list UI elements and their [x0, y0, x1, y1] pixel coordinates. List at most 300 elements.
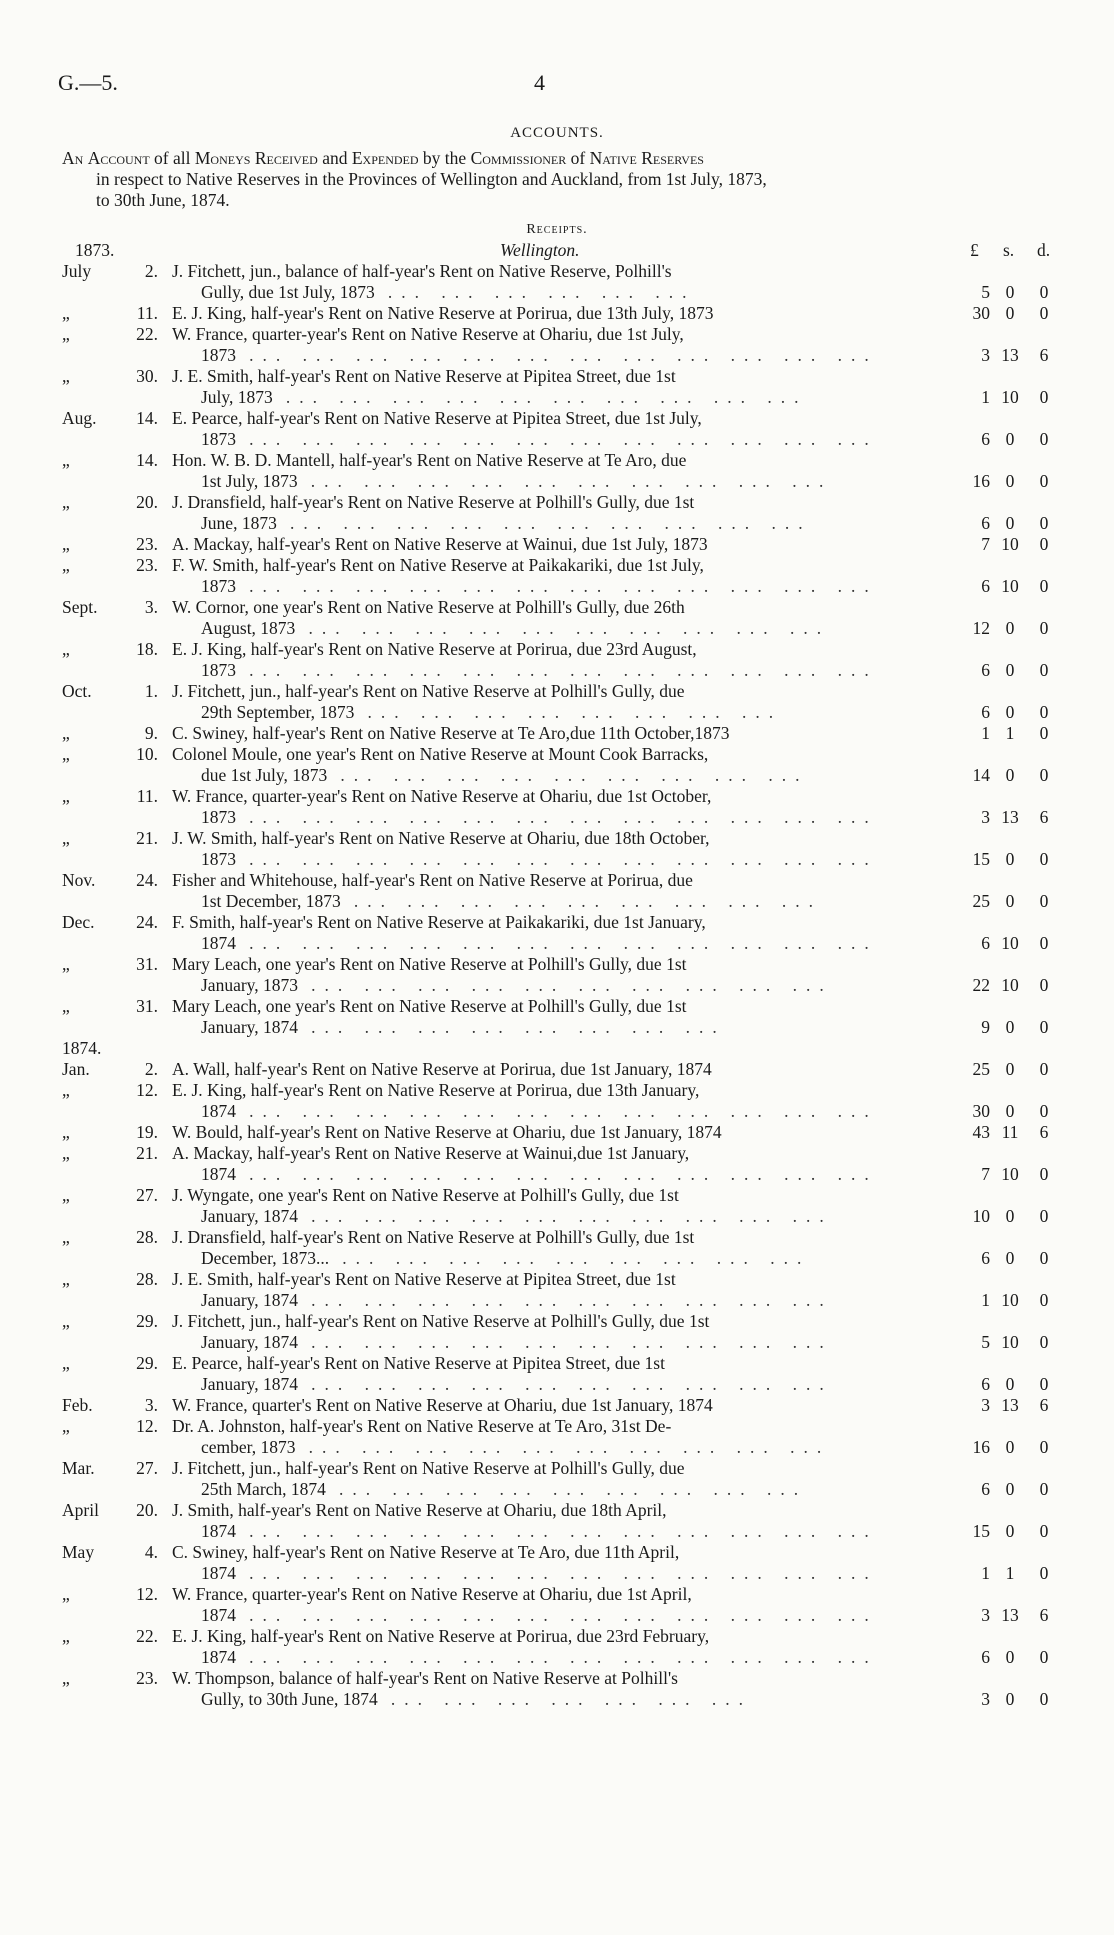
receipt-entry	[0, 1143, 1114, 1185]
receipts-heading: Receipts.	[526, 222, 588, 237]
entry-continuation	[172, 282, 922, 303]
amount-pounds: 22	[972, 975, 990, 995]
amount-pounds: 5	[981, 1332, 990, 1352]
amount-pence: 0	[1039, 1206, 1049, 1226]
entry-description	[172, 324, 922, 366]
entry-month: Oct.	[62, 681, 92, 701]
amount-pounds: 16	[972, 471, 990, 491]
amount-pounds: 3	[981, 345, 990, 365]
amount-pounds: 25	[972, 891, 990, 911]
amount-pounds: 25	[972, 1059, 990, 1079]
amount-shillings: 13	[1001, 1395, 1019, 1415]
intro-native-reserves: Native Reserves	[589, 148, 704, 168]
receipt-entry	[0, 324, 1114, 366]
amount-pounds: 6	[981, 1479, 990, 1499]
amount-pounds: 6	[981, 933, 990, 953]
dot-leader: ... ... ... ... ... ... ... ... ... ... ... ...	[249, 576, 878, 596]
entry-continuation-text: July, 1873	[201, 387, 273, 407]
entry-text: J. Smith, half-year's Rent on Native Reserve at Ohariu, due 18th April,	[172, 1500, 667, 1520]
entry-continuation-text: 1874	[201, 1605, 236, 1625]
entry-description	[172, 954, 922, 996]
amount-pence: 0	[1039, 387, 1049, 407]
amount-shillings: 0	[1005, 849, 1015, 869]
amount-shillings: 0	[1005, 702, 1015, 722]
amount-shillings: 0	[1005, 1206, 1015, 1226]
amount-shillings: 10	[1001, 1164, 1019, 1184]
amount-shillings: 10	[1001, 534, 1019, 554]
amount-pence: 6	[1039, 1395, 1049, 1415]
receipt-entry	[0, 1584, 1114, 1626]
dot-leader: ... ... ... ... ... ... ... ... ... ...	[308, 1437, 831, 1457]
entry-description	[172, 1080, 922, 1122]
amount-pence: 0	[1039, 891, 1049, 911]
amount-pence: 0	[1039, 1059, 1049, 1079]
amount-pence: 0	[1039, 1374, 1049, 1394]
amount-pence: 0	[1039, 282, 1049, 302]
dot-leader: ... ... ... ... ... ... ... ... ... ...	[308, 618, 831, 638]
entry-description	[172, 723, 922, 744]
receipts-list	[0, 261, 1114, 1710]
amount-pounds: 14	[972, 765, 990, 785]
entry-continuation	[172, 1563, 922, 1584]
entry-continuation	[172, 1521, 922, 1542]
entry-continuation	[172, 975, 922, 996]
entry-continuation	[172, 1101, 922, 1122]
entry-text: E. J. King, half-year's Rent on Native Reserve at Porirua, due 13th January,	[172, 1080, 700, 1100]
entry-text: Mary Leach, one year's Rent on Native Reserve at Polhill's Gully, due 1st	[172, 996, 687, 1016]
entry-month: Mar.	[62, 1458, 95, 1478]
entry-month: „	[62, 1227, 70, 1247]
amount-shillings: 0	[1005, 303, 1015, 323]
amount-shillings: 0	[1005, 471, 1015, 491]
entry-description	[172, 1416, 922, 1458]
amount-pence: 0	[1039, 534, 1049, 554]
dot-leader: ... ... ... ... ... ... ... ... ... ...	[289, 513, 812, 533]
amount-pounds: 15	[972, 1521, 990, 1541]
amount-pounds: 1	[981, 387, 990, 407]
entry-description	[172, 870, 922, 912]
amount-pence: 0	[1039, 1689, 1049, 1709]
amount-pounds: 6	[981, 513, 990, 533]
entry-description	[172, 492, 922, 534]
entry-text: E. J. King, half-year's Rent on Native Reserve at Porirua, due 13th July, 1873	[172, 303, 714, 323]
amount-pounds: 9	[981, 1017, 990, 1037]
entry-month: April	[62, 1500, 99, 1520]
entry-continuation	[172, 471, 922, 492]
amount-pence: 0	[1039, 1521, 1049, 1541]
entry-day: 2.	[144, 261, 158, 281]
amount-shillings: 10	[1001, 387, 1019, 407]
entry-month: „	[62, 1416, 70, 1436]
entry-day: 31.	[136, 954, 158, 974]
amount-pence: 0	[1039, 849, 1049, 869]
amount-pence: 0	[1039, 471, 1049, 491]
amount-pence: 0	[1039, 1437, 1049, 1457]
entry-continuation-text: 1st July, 1873	[201, 471, 298, 491]
dot-leader: ... ... ... ... ... ... ... ... ... ... ... ...	[249, 429, 878, 449]
amount-shillings: 0	[1005, 1248, 1015, 1268]
entry-continuation	[172, 1206, 922, 1227]
amount-shillings: 0	[1005, 618, 1015, 638]
receipt-entry	[0, 1080, 1114, 1122]
amount-shillings: 0	[1005, 891, 1015, 911]
shillings-heading: s.	[1003, 240, 1015, 260]
entry-text: J. E. Smith, half-year's Rent on Native Reserve at Pipitea Street, due 1st	[172, 1269, 676, 1289]
receipt-entry	[0, 408, 1114, 450]
intro-account: Account	[87, 148, 150, 168]
entry-day: 11.	[136, 303, 158, 323]
intro-text-2: and	[317, 148, 352, 168]
entry-continuation	[172, 1437, 922, 1458]
amount-pence: 6	[1039, 345, 1049, 365]
entry-continuation-text: 1st December, 1873	[201, 891, 341, 911]
entry-day: 12.	[136, 1584, 158, 1604]
entry-text: W. France, quarter-year's Rent on Native Reserve at Ohariu, due 1st July,	[172, 324, 684, 344]
region-heading: Wellington.	[500, 240, 580, 260]
entry-day: 28.	[136, 1269, 158, 1289]
entry-continuation-text: 1873	[201, 576, 236, 596]
entry-description	[172, 1458, 922, 1500]
amount-pence: 0	[1039, 513, 1049, 533]
receipt-entry	[0, 996, 1114, 1038]
amount-pence: 0	[1039, 429, 1049, 449]
entry-description	[172, 1311, 922, 1353]
entry-description	[172, 1059, 922, 1080]
entry-continuation	[172, 618, 922, 639]
amount-pence: 0	[1039, 576, 1049, 596]
receipt-entry	[0, 1311, 1114, 1353]
entry-text: A. Mackay, half-year's Rent on Native Reserve at Wainui,due 1st January,	[172, 1143, 690, 1163]
amount-pence: 0	[1039, 1017, 1049, 1037]
entry-day: 27.	[136, 1185, 158, 1205]
entry-text: A. Mackay, half-year's Rent on Native Reserve at Wainui, due 1st July, 1873	[172, 534, 708, 554]
entry-continuation-text: 1873	[201, 849, 236, 869]
page-number: 4	[534, 70, 545, 95]
entry-day: 22.	[136, 324, 158, 344]
dot-leader: ... ... ... ... ... ... ... ... ...	[339, 1479, 808, 1499]
entry-month: „	[62, 1668, 70, 1688]
entry-continuation-text: 1873	[201, 807, 236, 827]
amount-shillings: 10	[1001, 1290, 1019, 1310]
amount-pounds: 3	[981, 1395, 990, 1415]
amount-pounds: 30	[972, 303, 990, 323]
dot-leader: ... ... ... ... ... ... ... ... ... ...	[311, 1332, 833, 1352]
receipt-entry	[0, 1353, 1114, 1395]
entry-month: „	[62, 534, 70, 554]
receipt-entry	[0, 744, 1114, 786]
dot-leader: ... ... ... ... ... ... ... ... ... ... ... ...	[249, 1521, 878, 1541]
amount-shillings: 0	[1005, 1521, 1015, 1541]
intro-expended: Expended	[351, 148, 419, 168]
intro-text-4: of	[566, 148, 590, 168]
entry-day: 30.	[136, 366, 158, 386]
entry-description	[172, 261, 922, 303]
entry-continuation	[172, 1479, 922, 1500]
entry-continuation-text: 1874	[201, 1521, 236, 1541]
amount-pence: 0	[1039, 975, 1049, 995]
entry-text: A. Wall, half-year's Rent on Native Reserve at Porirua, due 1st January, 1874	[172, 1059, 712, 1079]
entry-month: Aug.	[62, 408, 97, 428]
entry-description	[172, 639, 922, 681]
entry-description	[172, 1584, 922, 1626]
entry-continuation-text: August, 1873	[201, 618, 296, 638]
intro-moneys: Moneys	[194, 148, 251, 168]
entry-description	[172, 912, 922, 954]
entry-month: „	[62, 1584, 70, 1604]
amount-pounds: 7	[981, 1164, 990, 1184]
entry-continuation	[172, 1332, 922, 1353]
entry-continuation	[172, 765, 922, 786]
amount-shillings: 0	[1005, 1374, 1015, 1394]
entry-continuation-text: January, 1874	[201, 1374, 299, 1394]
amount-pence: 0	[1039, 1101, 1049, 1121]
entry-month: „	[62, 954, 70, 974]
amount-shillings: 0	[1005, 765, 1015, 785]
entry-day: 9.	[144, 723, 158, 743]
receipt-entry	[0, 261, 1114, 303]
entry-day: 1.	[144, 681, 158, 701]
receipt-entry	[0, 786, 1114, 828]
entry-day: 2.	[144, 1059, 158, 1079]
entry-text: W. Bould, half-year's Rent on Native Reserve at Ohariu, due 1st January, 1874	[172, 1122, 722, 1142]
amount-pounds: 10	[972, 1206, 990, 1226]
dot-leader: ... ... ... ... ... ... ... ... ... ... ... ...	[249, 345, 878, 365]
entry-text: Hon. W. B. D. Mantell, half-year's Rent on Native Reserve at Te Aro, due	[172, 450, 687, 470]
entry-continuation	[172, 345, 922, 366]
amount-pounds: 15	[972, 849, 990, 869]
entry-description	[172, 303, 922, 324]
entry-description	[172, 1626, 922, 1668]
amount-shillings: 0	[1005, 1479, 1015, 1499]
entry-month: Nov.	[62, 870, 96, 890]
entry-continuation	[172, 1647, 922, 1668]
entry-continuation	[172, 1017, 922, 1038]
amount-pounds: 3	[981, 1605, 990, 1625]
entry-continuation	[172, 1689, 922, 1710]
entry-continuation	[172, 387, 922, 408]
amount-pence: 6	[1039, 1122, 1049, 1142]
entry-day: 3.	[144, 1395, 158, 1415]
entry-continuation	[172, 429, 922, 450]
entry-month: „	[62, 1353, 70, 1373]
entry-month: „	[62, 1185, 70, 1205]
entry-day: 18.	[136, 639, 158, 659]
entry-description	[172, 1395, 922, 1416]
entry-continuation	[172, 1605, 922, 1626]
entry-continuation	[172, 933, 922, 954]
entry-day: 4.	[144, 1542, 158, 1562]
entry-day: 10.	[136, 744, 158, 764]
intro-commissioner: Commissioner	[470, 148, 567, 168]
entry-text: J. Fitchett, jun., half-year's Rent on Native Reserve at Polhill's Gully, due	[172, 681, 685, 701]
amount-pounds: 6	[981, 1374, 990, 1394]
receipt-entry	[0, 1542, 1114, 1584]
entry-description	[172, 1269, 922, 1311]
intro-text-3: by the	[418, 148, 471, 168]
entry-continuation	[172, 1164, 922, 1185]
receipt-entry	[0, 912, 1114, 954]
amount-pounds: 6	[981, 702, 990, 722]
dot-leader: ... ... ... ... ... ... ... ... ... ... ... ...	[249, 1164, 878, 1184]
entry-description	[172, 366, 922, 408]
receipt-entry	[0, 492, 1114, 534]
entry-description	[172, 786, 922, 828]
entry-text: C. Swiney, half-year's Rent on Native Reserve at Te Aro, due 11th April,	[172, 1542, 680, 1562]
amount-pounds: 5	[981, 282, 990, 302]
entry-continuation-text: 1874	[201, 1101, 236, 1121]
dot-leader: ... ... ... ... ... ... ... ... ... ... ... ...	[249, 1101, 878, 1121]
entry-month: July	[62, 261, 92, 281]
receipt-entry	[0, 639, 1114, 681]
amount-pounds: 30	[972, 1101, 990, 1121]
entry-text: C. Swiney, half-year's Rent on Native Reserve at Te Aro,due 11th October,1873	[172, 723, 730, 743]
entry-month: „	[62, 828, 70, 848]
entry-description	[172, 681, 922, 723]
entry-description	[172, 1668, 922, 1710]
entry-description	[172, 1542, 922, 1584]
entry-month: „	[62, 1080, 70, 1100]
receipt-entry	[0, 1122, 1114, 1143]
pounds-heading: £	[970, 240, 979, 260]
section-title: ACCOUNTS.	[510, 125, 604, 141]
amount-pounds: 7	[981, 534, 990, 554]
entry-continuation-text: 1873	[201, 429, 236, 449]
amount-pence: 0	[1039, 933, 1049, 953]
entry-description	[172, 1143, 922, 1185]
entry-continuation-text: 1874	[201, 1164, 236, 1184]
entry-text: E. Pearce, half-year's Rent on Native Reserve at Pipitea Street, due 1st July,	[172, 408, 702, 428]
entry-continuation-text: due 1st July, 1873	[201, 765, 328, 785]
entry-continuation	[172, 576, 922, 597]
dot-leader: ... ... ... ... ... ... ... ... ... ...	[310, 471, 833, 491]
amount-shillings: 1	[1005, 1563, 1015, 1583]
entry-day: 23.	[136, 1668, 158, 1688]
entry-day: 14.	[136, 450, 158, 470]
entry-day: 20.	[136, 492, 158, 512]
entry-description	[172, 597, 922, 639]
entry-day: 23.	[136, 534, 158, 554]
intro-text-1: of all	[149, 148, 195, 168]
amount-pence: 0	[1039, 1248, 1049, 1268]
entry-continuation	[172, 702, 922, 723]
receipt-entry	[0, 366, 1114, 408]
entry-continuation-text: 1874	[201, 1563, 236, 1583]
dot-leader: ... ... ... ... ... ... ... ... ... ... ... ...	[249, 849, 878, 869]
receipt-entry	[0, 1500, 1114, 1542]
amount-pence: 0	[1039, 1479, 1049, 1499]
entry-day: 14.	[136, 408, 158, 428]
entry-text: J. Dransfield, half-year's Rent on Native Reserve at Polhill's Gully, due 1st	[172, 1227, 695, 1247]
receipt-entry	[0, 954, 1114, 996]
entry-text: F. Smith, half-year's Rent on Native Reserve at Paikakariki, due 1st January,	[172, 912, 706, 932]
amount-shillings: 11	[1001, 1122, 1019, 1142]
entry-day: 21.	[136, 828, 158, 848]
amount-pence: 0	[1039, 765, 1049, 785]
entry-day: 12.	[136, 1080, 158, 1100]
amount-shillings: 0	[1005, 1689, 1015, 1709]
entry-continuation-text: January, 1873	[201, 975, 299, 995]
amount-pounds: 3	[981, 1689, 990, 1709]
intro-received: Received	[254, 148, 318, 168]
receipt-entry	[0, 555, 1114, 597]
entry-text: W. Thompson, balance of half-year's Rent on Native Reserve at Polhill's	[172, 1668, 678, 1688]
amount-pence: 0	[1039, 723, 1049, 743]
entry-text: E. J. King, half-year's Rent on Native Reserve at Porirua, due 23rd February,	[172, 1626, 710, 1646]
entry-month: „	[62, 1269, 70, 1289]
entry-month: „	[62, 639, 70, 659]
amount-pounds: 16	[972, 1437, 990, 1457]
amount-shillings: 0	[1005, 1437, 1015, 1457]
amount-shillings: 13	[1001, 807, 1019, 827]
entry-month: May	[62, 1542, 95, 1562]
entry-month: „	[62, 1311, 70, 1331]
receipt-entry	[0, 1185, 1114, 1227]
entry-day: 29.	[136, 1353, 158, 1373]
amount-shillings: 10	[1001, 933, 1019, 953]
amount-shillings: 0	[1005, 513, 1015, 533]
dot-leader: ... ... ... ... ... ... ... ... ... ...	[311, 1290, 833, 1310]
entry-text: E. Pearce, half-year's Rent on Native Reserve at Pipitea Street, due 1st	[172, 1353, 665, 1373]
entry-text: J. E. Smith, half-year's Rent on Native Reserve at Pipitea Street, due 1st	[172, 366, 676, 386]
entry-month: Jan.	[62, 1059, 90, 1079]
entry-continuation	[172, 891, 922, 912]
entry-month: „	[62, 723, 70, 743]
entry-day: 29.	[136, 1311, 158, 1331]
dot-leader: ... ... ... ... ... ... ... ... ... ... ... ...	[249, 660, 878, 680]
amount-shillings: 0	[1005, 1647, 1015, 1667]
entry-month: „	[62, 303, 70, 323]
dot-leader: ... ... ... ... ... ... ... ...	[367, 702, 783, 722]
entry-text: W. Cornor, one year's Rent on Native Reserve at Polhill's Gully, due 26th	[172, 597, 685, 617]
entry-continuation-text: 1874	[201, 933, 236, 953]
amount-pounds: 6	[981, 1248, 990, 1268]
amount-pence: 0	[1039, 1332, 1049, 1352]
receipt-entry	[0, 723, 1114, 744]
entry-day: 21.	[136, 1143, 158, 1163]
entry-month: Dec.	[62, 912, 95, 932]
entry-description	[172, 744, 922, 786]
entry-day: 20.	[136, 1500, 158, 1520]
amount-pounds: 12	[972, 618, 990, 638]
entry-description	[172, 828, 922, 870]
amount-pounds: 6	[981, 429, 990, 449]
amount-shillings: 13	[1001, 345, 1019, 365]
entry-description	[172, 1122, 922, 1143]
receipt-entry	[0, 1668, 1114, 1710]
dot-leader: ... ... ... ... ... ... ... ... ... ... ... ...	[249, 807, 878, 827]
amount-pence: 0	[1039, 1164, 1049, 1184]
entry-month: „	[62, 1143, 70, 1163]
dot-leader: ... ... ... ... ... ... ... ... ... ... ... ...	[249, 933, 878, 953]
entry-continuation-text: 1874	[201, 1647, 236, 1667]
amount-shillings: 0	[1005, 660, 1015, 680]
entry-description	[172, 450, 922, 492]
entry-day: 12.	[136, 1416, 158, 1436]
dot-leader: ... ... ... ... ... ... ... ... ... ...	[311, 1206, 833, 1226]
entry-month: „	[62, 786, 70, 806]
dot-leader: ... ... ... ... ... ... ... ... ...	[342, 1248, 811, 1268]
amount-pounds: 1	[981, 1290, 990, 1310]
dot-leader: ... ... ... ... ... ... ... ... ... ...	[311, 1374, 833, 1394]
amount-pence: 0	[1039, 1563, 1049, 1583]
entry-continuation-text: cember, 1873	[201, 1437, 296, 1457]
entry-text: W. France, quarter-year's Rent on Native Reserve at Ohariu, due 1st April,	[172, 1584, 692, 1604]
entry-text: W. France, quarter's Rent on Native Reserve at Ohariu, due 1st January, 1874	[172, 1395, 713, 1415]
entry-month: Sept.	[62, 597, 98, 617]
entry-description	[172, 555, 922, 597]
entry-continuation-text: Gully, due 1st July, 1873	[201, 282, 375, 302]
entry-continuation	[172, 1248, 922, 1269]
